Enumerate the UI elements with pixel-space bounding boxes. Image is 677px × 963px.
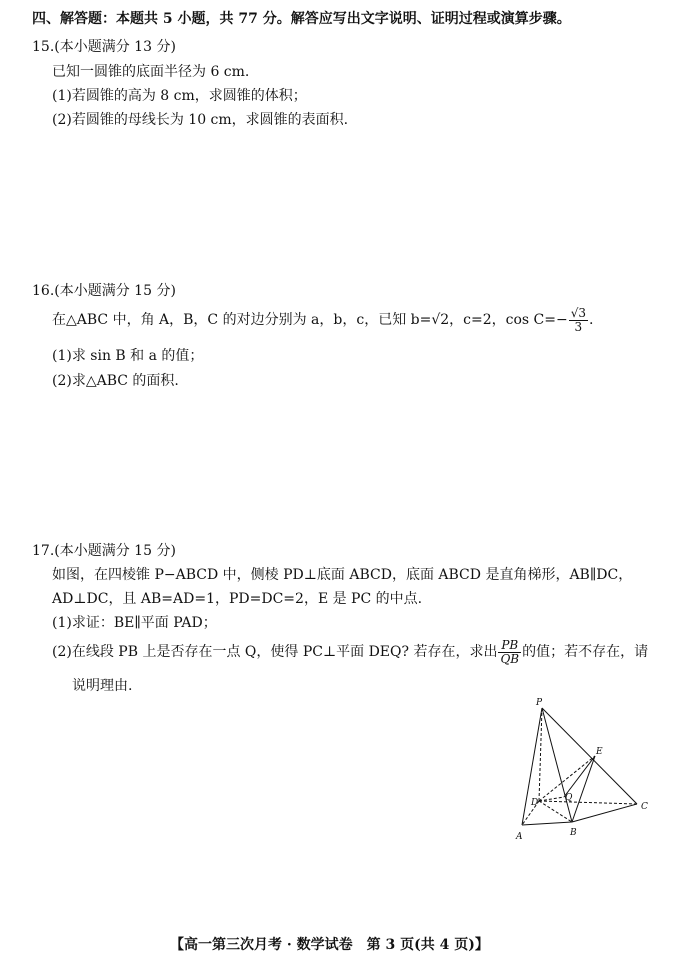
q17-part2-text-a: (2)在线段 PB 上是否存在一点 Q，使得 PC⊥平面 DEQ? 若存在，求出 (52, 644, 498, 660)
edge-pc (542, 708, 637, 804)
q17-heading (32, 540, 176, 560)
q15-part2: (2)若圆锥的母线长为 10 cm，求圆锥的表面积. (52, 112, 349, 128)
page-footer: 【高一第三次月考 · 数学试卷 第 3 页(共 4 页)】 (170, 937, 489, 953)
q16-number: 16. (32, 283, 55, 299)
q16-cos-fraction (569, 307, 588, 333)
q16-stem-end: . (589, 312, 594, 328)
edge-qe (564, 756, 595, 797)
q15-heading (32, 36, 176, 56)
q17-part2-text-b: 的值；若不存在，请 (522, 644, 649, 660)
label-c: C (641, 802, 648, 812)
q15-stem: 已知一圆锥的底面半径为 6 cm. (52, 64, 250, 80)
q15-part1: (1)若圆锥的高为 8 cm，求圆锥的体积； (52, 88, 307, 104)
q17-score: (本小题满分 15 分) (54, 543, 176, 559)
q16-stem-text: 在△ABC 中，角 A，B，C 的对边分别为 a，b，c，已知 b=√2，c=2，cos C=− (52, 312, 568, 328)
q16-part2: (2)求△ABC 的面积. (52, 373, 179, 389)
q17-part1: (1)求证：BE∥平面 PAD； (52, 615, 217, 631)
edge-dc (539, 801, 637, 804)
q15-score: (本小题满分 13 分) (54, 39, 176, 55)
q16-score: (本小题满分 15 分) (54, 283, 176, 299)
q17-frac-denominator: QB (500, 651, 520, 666)
q17-pb-qb-fraction (498, 639, 521, 665)
q16-frac-denominator: 3 (574, 319, 583, 334)
edge-pb (542, 708, 572, 822)
q17-frac-numerator: PB (498, 639, 521, 653)
edge-bc (572, 804, 637, 822)
q16-stem (52, 305, 593, 335)
label-p: P (536, 698, 543, 708)
q17-part2 (52, 636, 648, 668)
q16-frac-numerator: √3 (570, 305, 587, 320)
q17-stem-line1: 如图，在四棱锥 P−ABCD 中，侧棱 PD⊥底面 ABCD，底面 ABCD 是直角梯形，AB∥DC， (52, 567, 633, 583)
label-q: Q (565, 793, 573, 803)
q17-number: 17. (32, 543, 55, 559)
pyramid-figure (512, 694, 662, 844)
section-title: 四、解答题：本题共 5 小题，共 77 分。解答应写出文字说明、证明过程或演算步骤。 (32, 11, 571, 27)
q15-number: 15. (32, 39, 55, 55)
label-d: D (531, 798, 539, 808)
q17-stem-line2: AD⊥DC，且 AB=AD=1，PD=DC=2，E 是 PC 的中点. (52, 591, 423, 607)
label-a: A (516, 832, 523, 842)
edge-ab (522, 822, 572, 825)
q17-part2-continued: 说明理由. (72, 678, 133, 694)
q16-part1: (1)求 sin B 和 a 的值； (52, 348, 204, 364)
q16-heading (32, 280, 176, 300)
edge-be (572, 756, 595, 822)
label-e: E (596, 747, 603, 757)
label-b: B (570, 828, 577, 838)
